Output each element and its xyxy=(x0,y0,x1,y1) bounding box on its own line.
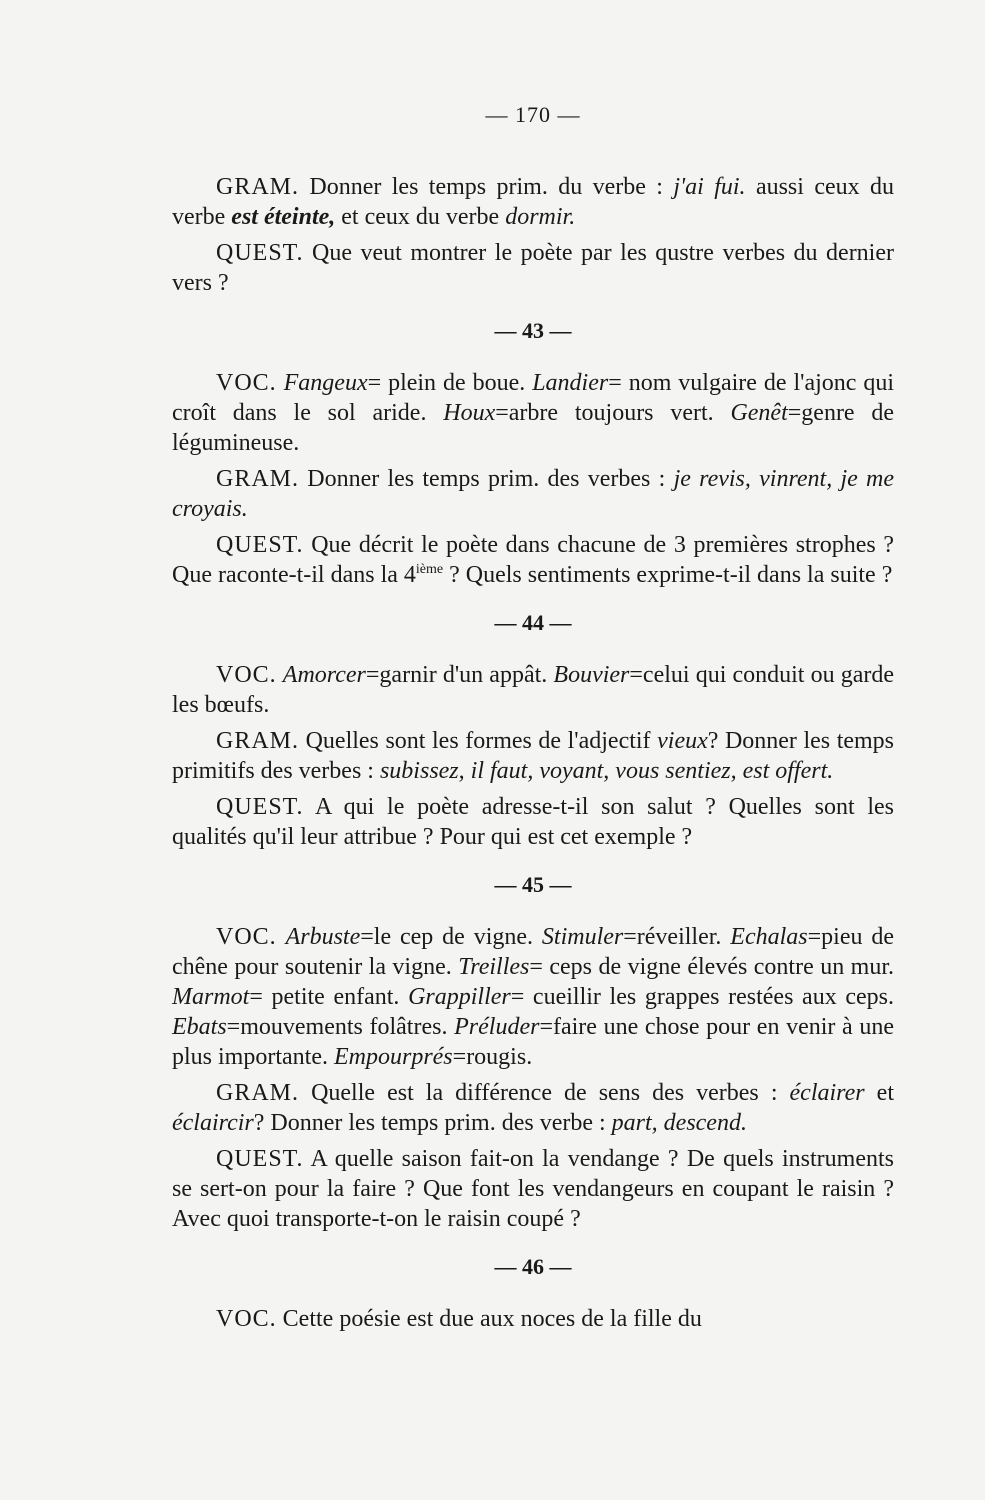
definition: =mouvements folâtres. xyxy=(226,1014,448,1040)
text: ? Quels sentiments exprime-t-il dans la suite ? xyxy=(449,562,893,588)
vocab-word: Stimuler xyxy=(541,924,624,950)
quest-label: QUEST. xyxy=(216,794,304,820)
text: et ceux du verbe xyxy=(341,204,500,230)
definition: = nom vulgaire de l'ajonc qui croît dans le sol aride. xyxy=(172,370,895,426)
gram-paragraph xyxy=(172,172,894,232)
quest-paragraph xyxy=(172,792,894,852)
text: Cette poésie est due aux noces de la fille du xyxy=(282,1306,702,1332)
text: Quelle est la différence de sens des verbes : xyxy=(311,1080,778,1106)
gram-label: GRAM. xyxy=(216,174,300,200)
italic-term: dormir. xyxy=(505,204,576,230)
italic-term: éclairer xyxy=(789,1080,865,1106)
voc-label: VOC. xyxy=(216,370,277,396)
italic-term: éclaircir xyxy=(172,1110,254,1136)
vocab-word: Empourprés xyxy=(333,1044,453,1070)
voc-label: VOC. xyxy=(216,924,277,950)
vocab-word: Genêt xyxy=(730,400,788,426)
text: aussi ceux du verbe xyxy=(172,174,895,230)
vocab-word: Houx xyxy=(443,400,496,426)
section-number-46: — 46 — xyxy=(494,1254,572,1279)
gram-label: GRAM. xyxy=(216,466,300,492)
voc-paragraph xyxy=(172,922,894,1072)
definition: = petite enfant. xyxy=(249,984,400,1010)
definition: = ceps de vigne élevés contre un mur. xyxy=(529,954,895,980)
gram-paragraph xyxy=(172,726,894,786)
definition: =réveiller. xyxy=(623,924,722,950)
italic-term: j'ai fui. xyxy=(673,174,746,200)
definition: =garnir d'un appât. xyxy=(365,662,548,688)
definition: =celui qui conduit ou garde les bœufs. xyxy=(172,662,895,718)
definition: =pieu de chêne pour soutenir la vigne. xyxy=(172,924,895,980)
text: Donner les temps prim. des verbes : xyxy=(307,466,666,492)
vocab-word: Landier xyxy=(532,370,609,396)
text: ? Donner les temps prim. des verbe : xyxy=(253,1110,606,1136)
quest-paragraph xyxy=(172,238,894,298)
definition: =rougis. xyxy=(452,1044,533,1070)
voc-paragraph xyxy=(172,368,894,458)
section-number-43: — 43 — xyxy=(494,318,572,343)
gram-paragraph xyxy=(172,1078,894,1138)
page-body xyxy=(172,100,894,1340)
text: Que décrit le poète dans chacune de 3 premières strophes ? Que raconte-t-il dans la 4 xyxy=(172,532,894,588)
vocab-word: Amorcer xyxy=(282,662,366,688)
voc-paragraph xyxy=(172,660,894,720)
definition: =le cep de vigne. xyxy=(360,924,534,950)
voc-label: VOC. xyxy=(216,1306,277,1332)
text: A quelle saison fait-on la vendange ? De quels instruments se sert-on pour la faire ? Que font les vendangeurs en coupant le raisin ? Avec quoi transporte-t-on le raisin coupé ? xyxy=(172,1146,894,1232)
vocab-word: Grappiller xyxy=(408,984,511,1010)
quest-paragraph xyxy=(172,1144,894,1234)
italic-term: je revis, vinrent, je me croyais. xyxy=(172,466,895,522)
voc-label: VOC. xyxy=(216,662,277,688)
voc-paragraph xyxy=(172,1304,894,1334)
vocab-word: Marmot xyxy=(172,984,250,1010)
text: Donner les temps prim. du verbe : xyxy=(309,174,663,200)
definition: =genre de légumineuse. xyxy=(172,400,895,456)
text: ? Donner les temps primitifs des verbes : xyxy=(172,728,895,784)
italic-term: est éteinte, xyxy=(231,204,336,230)
quest-label: QUEST. xyxy=(216,532,304,558)
gram-label: GRAM. xyxy=(216,728,300,754)
vocab-word: Arbuste xyxy=(285,924,361,950)
section-number-45: — 45 — xyxy=(494,872,572,897)
text: Quelles sont les formes de l'adjectif xyxy=(305,728,651,754)
vocab-word: Fangeux xyxy=(283,370,368,396)
vocab-word: Bouvier xyxy=(553,662,630,688)
italic-term: part, descend. xyxy=(611,1110,747,1136)
definition: = cueillir les grappes restées aux ceps. xyxy=(510,984,894,1010)
vocab-word: Ebats xyxy=(172,1014,227,1040)
gram-paragraph xyxy=(172,464,894,524)
vocab-word: Treilles xyxy=(458,954,530,980)
quest-label: QUEST. xyxy=(216,240,304,266)
text: et xyxy=(876,1080,894,1106)
gram-label: GRAM. xyxy=(216,1080,300,1106)
definition: =faire une chose pour en venir à une plus importante. xyxy=(172,1014,894,1070)
text: A qui le poète adresse-t-il son salut ? Quelles sont les qualités qu'il leur attribue ? Pour qui est cet exemple ? xyxy=(172,794,894,850)
page-number: — 170 — xyxy=(485,102,581,127)
definition: = plein de boue. xyxy=(367,370,526,396)
italic-term: vieux xyxy=(657,728,708,754)
text: Que veut montrer le poète par les qustre verbes du dernier vers ? xyxy=(172,240,894,296)
vocab-word: Echalas xyxy=(730,924,808,950)
definition: =arbre toujours vert. xyxy=(495,400,714,426)
section-number-44: — 44 — xyxy=(494,610,572,635)
vocab-word: Préluder xyxy=(454,1014,540,1040)
superscript: ième xyxy=(415,562,444,577)
quest-label: QUEST. xyxy=(216,1146,304,1172)
quest-paragraph xyxy=(172,530,894,590)
italic-term: subissez, il faut, voyant, vous sentiez, est offert. xyxy=(379,758,834,784)
